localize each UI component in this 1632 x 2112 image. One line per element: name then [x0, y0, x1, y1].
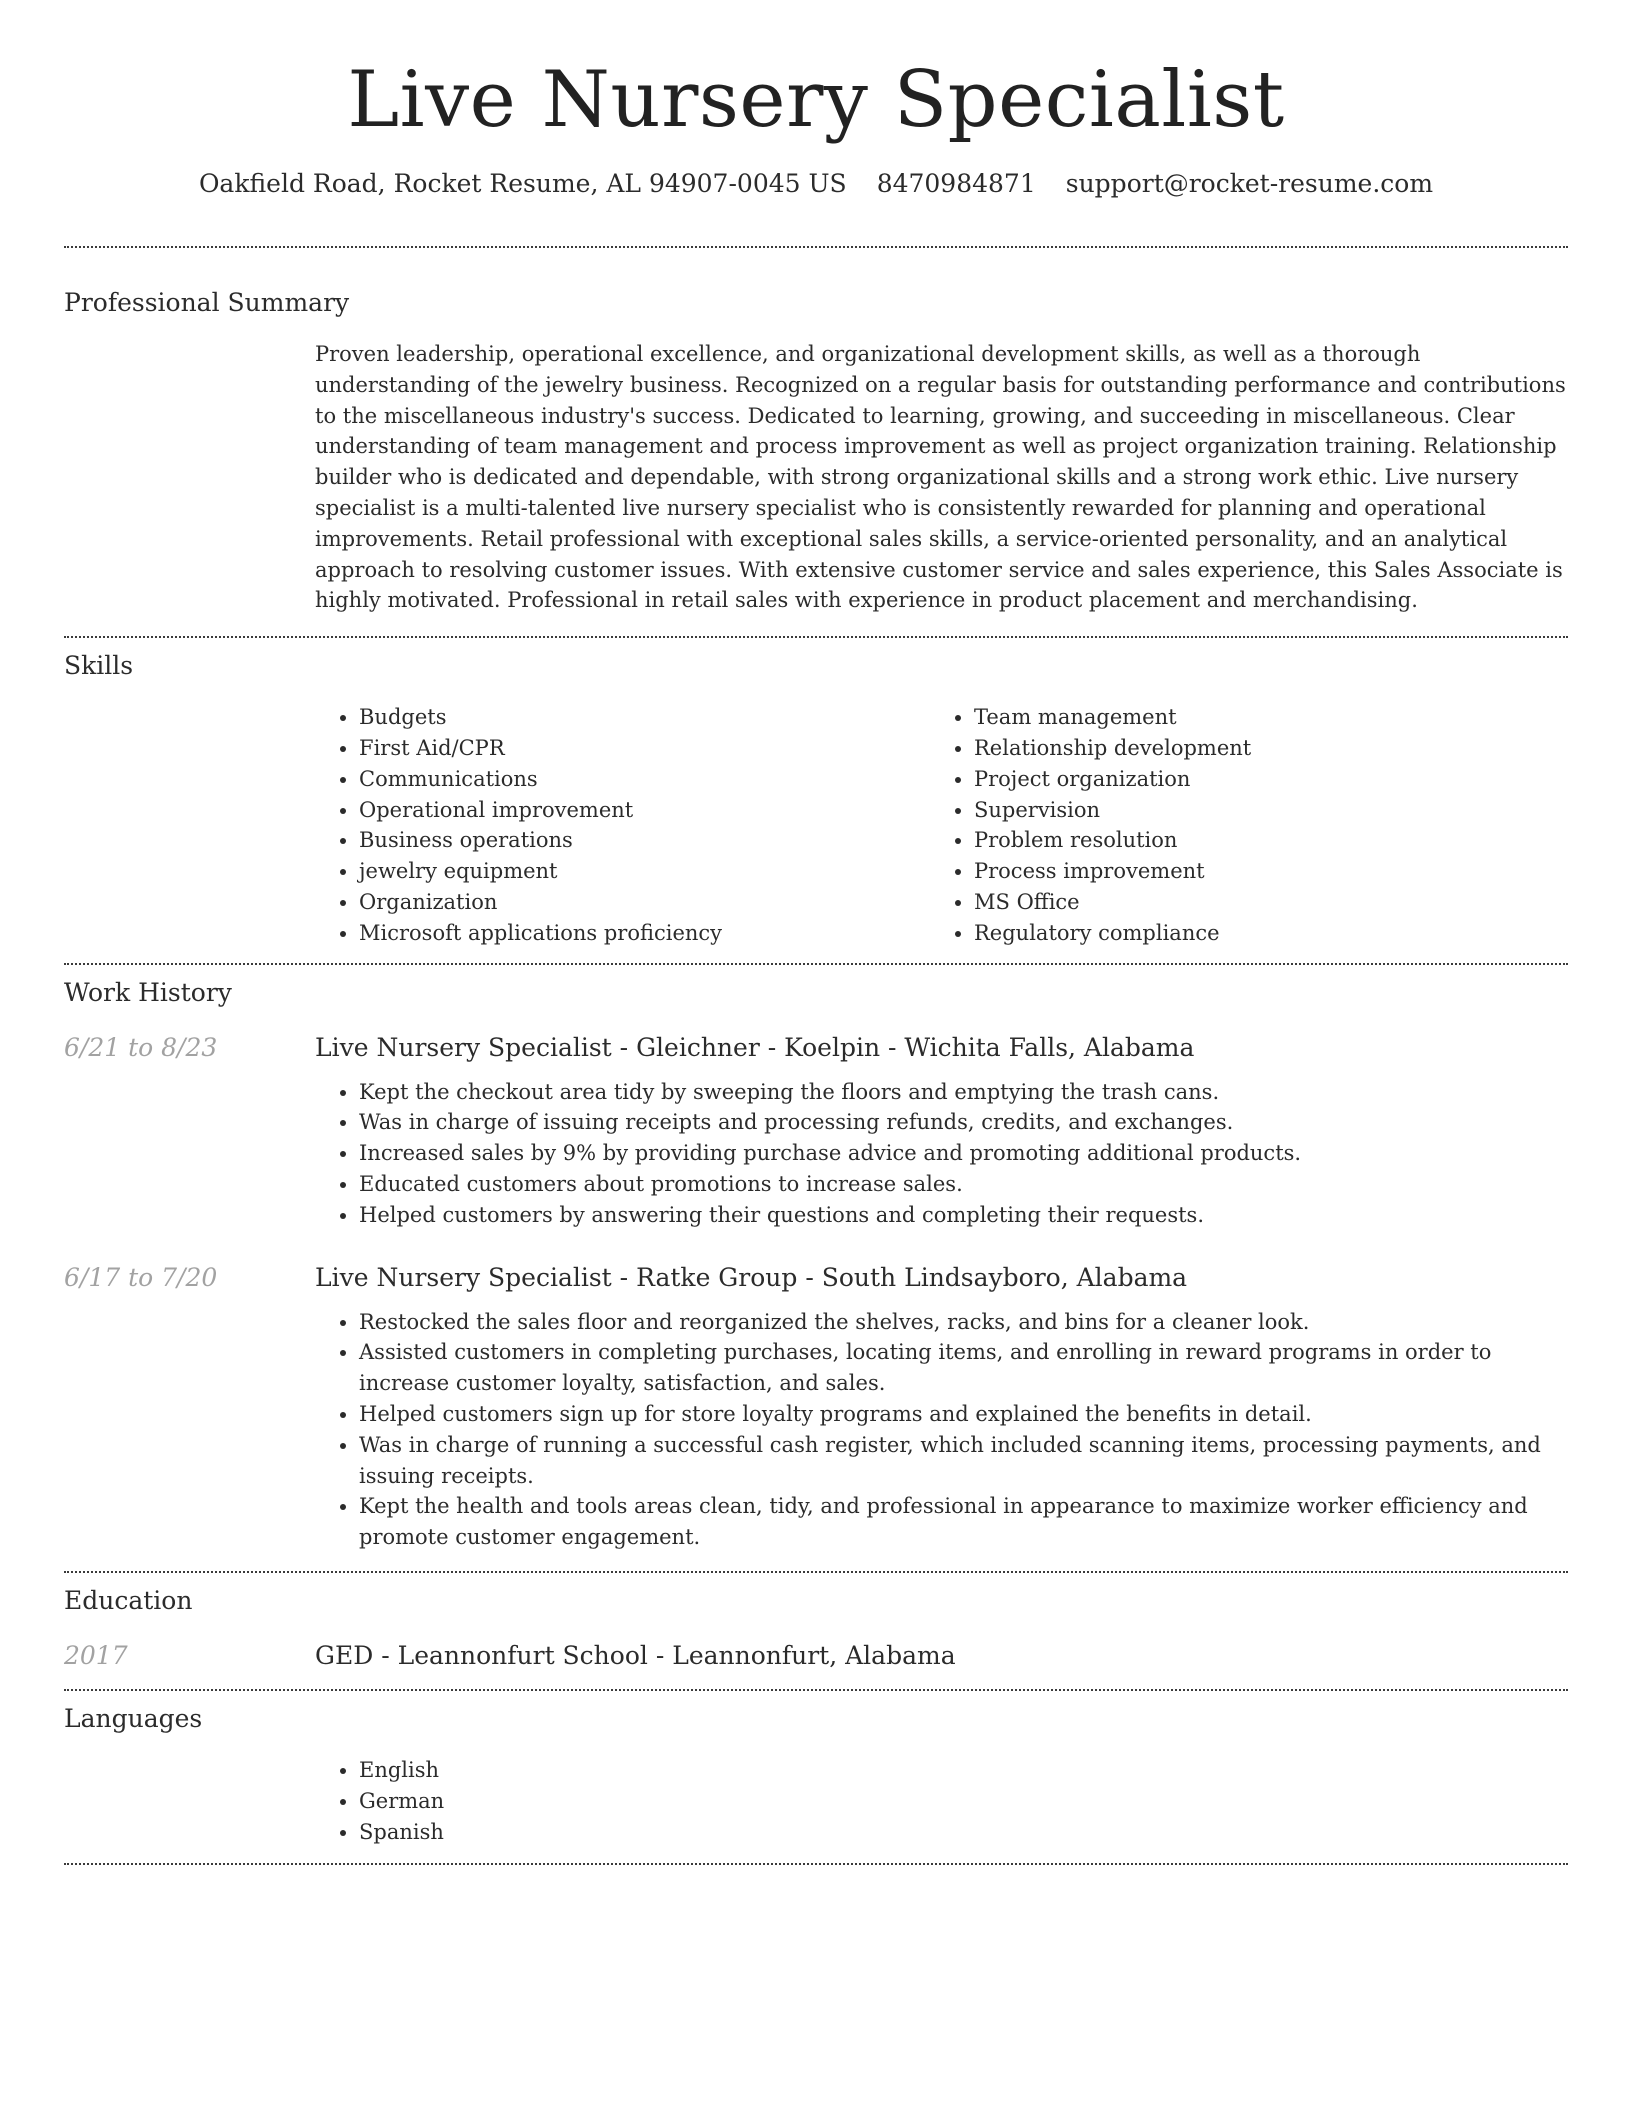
skill-item: • Team management: [974, 702, 1530, 733]
language-item: • Spanish: [359, 1817, 1568, 1848]
job-duty: • Helped customers sign up for store loyalty programs and explained the benefits in detail.: [359, 1399, 1568, 1430]
skills-column-left: [315, 702, 930, 948]
summary-content: [315, 339, 1568, 616]
skill-item: • jewelry equipment: [359, 856, 930, 887]
skills-list-right: [930, 702, 1530, 948]
job-duty: • Was in charge of running a successful cash register, which included scanning items, processing payments, and issuing receipts.: [359, 1430, 1568, 1492]
skills-column-right: [930, 702, 1530, 948]
job-header: [64, 1261, 1568, 1295]
job-duty-list: [315, 1307, 1568, 1553]
language-item: • English: [359, 1755, 1568, 1786]
skill-item: • Problem resolution: [974, 825, 1530, 856]
skill-item: • Communications: [359, 764, 930, 795]
languages-content: [315, 1755, 1568, 1847]
skill-item: • Regulatory compliance: [974, 918, 1530, 949]
skill-item: • Business operations: [359, 825, 930, 856]
skills-content: [315, 702, 1568, 948]
job-duties: [315, 1307, 1568, 1553]
job-duty: • Kept the health and tools areas clean, tidy, and professional in appearance to maximize worker efficiency and promote customer engagement.: [359, 1491, 1568, 1553]
contact-phone: 8470984871: [876, 169, 1036, 198]
job-header: [64, 1031, 1568, 1065]
languages-section: [64, 1691, 1568, 1863]
summary-section: [64, 248, 1568, 636]
education-title: Education: [64, 1585, 193, 1615]
job-duty: • Assisted customers in completing purchases, locating items, and enrolling in reward programs in order to increase customer loyalty, satisfaction, and sales.: [359, 1337, 1568, 1399]
job-duty: • Kept the checkout area tidy by sweeping the floors and emptying the trash cans.: [359, 1077, 1568, 1108]
languages-list: [315, 1755, 1568, 1847]
work-title: Work History: [64, 977, 232, 1007]
skill-item: • Process improvement: [974, 856, 1530, 887]
skill-item: • Microsoft applications proficiency: [359, 918, 930, 949]
skills-title: Skills: [64, 651, 134, 681]
skill-item: • Operational improvement: [359, 795, 930, 826]
summary-text: Proven leadership, operational excellence, and organizational development skills, as well as a thorough understanding of the jewelry business. Recognized on a regular basis for outstanding performance and contributions to the miscellaneous industry's success. Dedicated to learning, growing, and succeeding in miscellaneous. Clear understanding of team management and process improvement as well as project organization training. Relationship builder who is dedicated and dependable, with strong organizational skills and a strong work ethic. Live nursery specialist is a multi-talented live nursery specialist who is consistently rewarded for planning and operational improvements. Retail professional with exceptional sales skills, a service-oriented personality, and an analytical approach to resolving customer issues. With extensive customer service and sales experience, this Sales Associate is highly motivated. Professional in retail sales with experience in product placement and merchandising.: [315, 342, 1566, 613]
job-dates: 6/21 to 8/23: [64, 1032, 218, 1062]
job-duty: • Educated customers about promotions to increase sales.: [359, 1169, 1568, 1200]
divider: [64, 1863, 1568, 1865]
summary-title: Professional Summary: [64, 288, 350, 317]
job-duties: [315, 1077, 1568, 1231]
skill-item: • Budgets: [359, 702, 930, 733]
skill-item: • Project organization: [974, 764, 1530, 795]
skill-item: • First Aid/CPR: [359, 733, 930, 764]
job-duty: • Restocked the sales floor and reorganized the shelves, racks, and bins for a cleaner look.: [359, 1307, 1568, 1338]
skill-item: • Relationship development: [974, 733, 1530, 764]
job-dates: 6/17 to 7/20: [64, 1262, 218, 1292]
contact-address: Oakfield Road, Rocket Resume, AL 94907-0045 US: [198, 169, 847, 198]
language-item: • German: [359, 1786, 1568, 1817]
languages-title: Languages: [64, 1703, 203, 1733]
work-section: [64, 965, 1568, 1571]
job-entry: [64, 1031, 1568, 1231]
skill-item: • Supervision: [974, 795, 1530, 826]
skills-list-left: [315, 702, 930, 948]
education-entry: [64, 1639, 1568, 1673]
skills-columns: [315, 702, 1568, 948]
contact-email: support@rocket-resume.com: [1065, 169, 1434, 198]
skill-item: • Organization: [359, 887, 930, 918]
candidate-name: Live Nursery Specialist: [347, 55, 1285, 145]
skill-item: • MS Office: [974, 887, 1530, 918]
job-duty: • Increased sales by 9% by providing purchase advice and promoting additional products.: [359, 1138, 1568, 1169]
skills-section: [64, 638, 1568, 962]
job-duty-list: [315, 1077, 1568, 1231]
job-duty: • Was in charge of issuing receipts and processing refunds, credits, and exchanges.: [359, 1107, 1568, 1138]
job-entry: [64, 1261, 1568, 1553]
job-heading: Live Nursery Specialist - Gleichner - Koelpin - Wichita Falls, Alabama: [315, 1032, 1195, 1062]
contact-line: [64, 166, 1568, 202]
resume-header: [64, 0, 1568, 202]
education-section: [64, 1573, 1568, 1689]
job-heading: Live Nursery Specialist - Ratke Group - South Lindsayboro, Alabama: [315, 1262, 1188, 1292]
education-year: 2017: [64, 1640, 128, 1670]
job-duty: • Helped customers by answering their questions and completing their requests.: [359, 1200, 1568, 1231]
education-heading: GED - Leannonfurt School - Leannonfurt, Alabama: [315, 1640, 956, 1670]
